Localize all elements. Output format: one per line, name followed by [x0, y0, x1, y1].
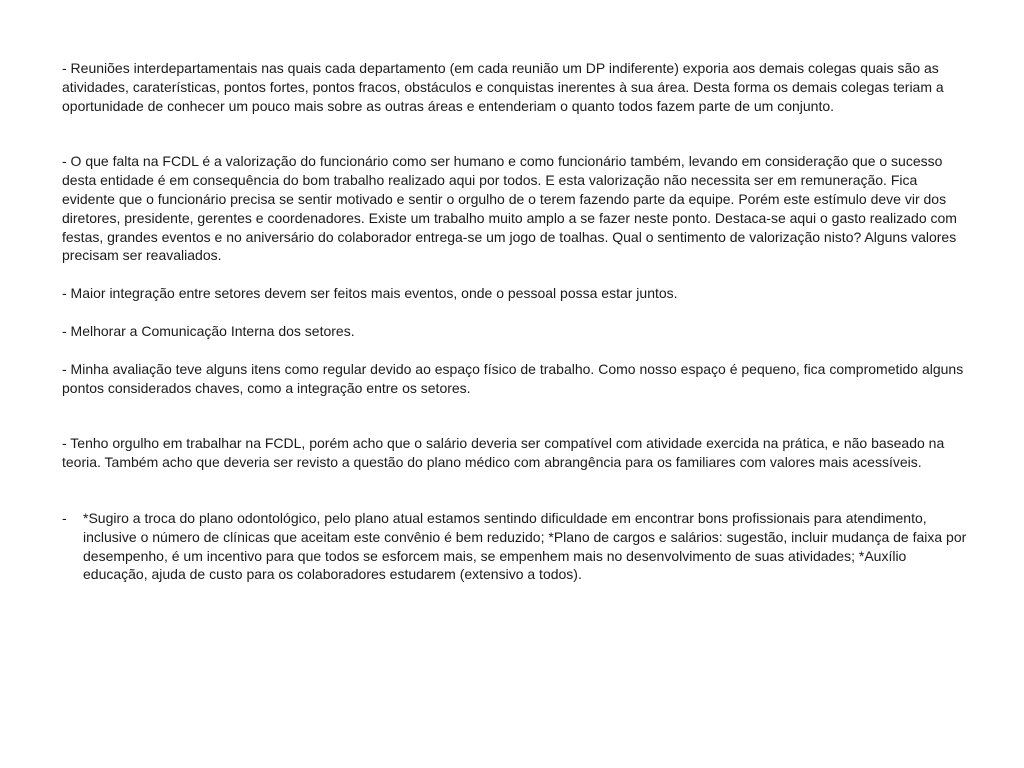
spacer [62, 265, 972, 284]
paragraph-interdepartmental-meetings: - Reuniões interdepartamentais nas quais cada departamento (em cada reunião um DP indiferente) exporia aos demais colegas quais são as atividades, caraterísticas, pontos fortes, pontos fracos, obstáculos e conquistas inerentes à sua área. Desta forma os demais colegas teriam a oportunidade de conhecer um pouco mais sobre as outras áreas e entenderiam o quanto todos fazem parte de um conjunto. [62, 60, 944, 114]
document-body [62, 59, 972, 584]
paragraph-physical-space: - Minha avaliação teve alguns itens como regular devido ao espaço físico de trabalho. Como nosso espaço é pequeno, fica comprometido alguns pontos considerados chaves, como a integração entre os setores. [62, 360, 964, 396]
paragraph-salary-health-plan: - Tenho orgulho em trabalhar na FCDL, porém acho que o salário deveria ser compatível com atividade exercida na prática, e não baseado na teoria. Também acho que deveria ser revisto a questão do plano médico com abrangência para os familiares com valores mais acessíveis. [62, 435, 945, 471]
paragraph-internal-communication: - Melhorar a Comunicação Interna dos setores. [62, 322, 355, 339]
paragraph-employee-valorization: - O que falta na FCDL é a valorização do funcionário como ser humano e como funcionário também, levando em consideração que o sucesso desta entidade é em consequência do bom trabalho realizado aqui por todos. E esta valorização não necessita ser em remuneração. Fica evidente que o funcionário precisa se sentir motivado e sentir o orgulho de o terem fazendo parte da equipe. Porém este estímulo deve vir dos diretores, presidente, gerentes e coordenadores. Existe um trabalho muito amplo a se fazer neste ponto. Destaca-se aqui o gasto realizado com festas, grandes eventos e no aniversário do colaborador entrega-se um jogo de toalhas. Qual o sentimento de valorização nisto? Alguns valores precisam ser reavaliados. [62, 153, 957, 264]
spacer [62, 341, 972, 360]
paragraph-sector-integration: - Maior integração entre setores devem ser feitos mais eventos, onde o pessoal possa estar juntos. [62, 285, 678, 302]
spacer [62, 115, 972, 152]
spacer [62, 303, 972, 322]
spacer [62, 472, 972, 509]
bullet-text: *Sugiro a troca do plano odontológico, pelo plano atual estamos sentindo dificuldade em encontrar bons profissionais para atendimento, inclusive o número de clínicas que aceitam este convênio é bem reduzido; *Plano de cargos e salários: sugestão, incluir mudança de faixa por desempenho, é um incentivo para que todos se esforcem mais, se empenhem mais no desenvolvimento de suas atividades; *Auxílio educação, ajuda de custo para os colaboradores estudarem (extensivo a todos). [83, 509, 967, 583]
spacer [62, 397, 972, 434]
bullet-marker: - [62, 509, 67, 526]
bullet-item-suggestions [62, 509, 972, 584]
